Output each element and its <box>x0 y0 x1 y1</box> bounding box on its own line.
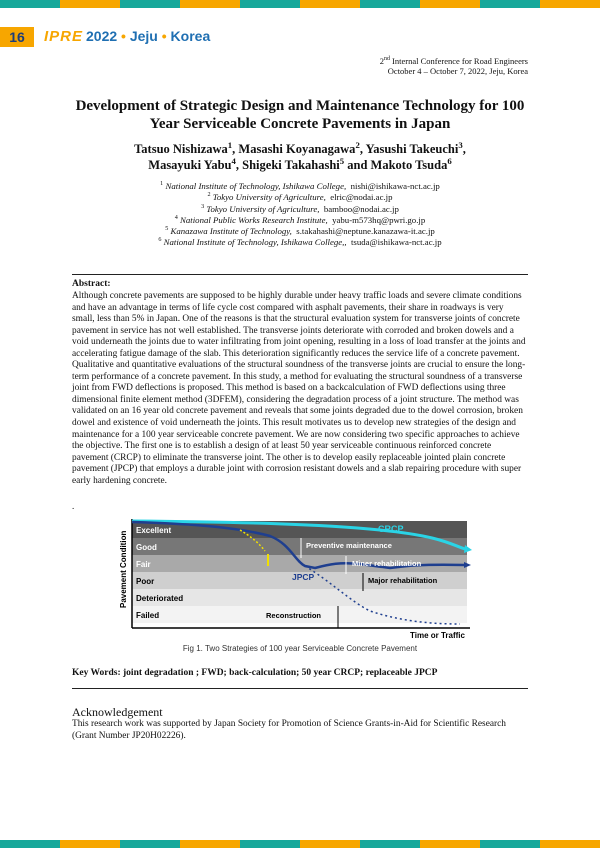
y-axis-label: Pavement Condition <box>119 530 128 608</box>
jpcp-label: JPCP <box>292 572 315 582</box>
city-text: Jeju <box>129 28 158 44</box>
abstract-heading: Abstract: <box>72 279 111 289</box>
affiliation-4: $^4$ National Public Works Research Institute, yabu-m573hq@pwri.go.jp <box>174 214 426 225</box>
conference-info <box>380 56 528 76</box>
author-line-1: Tatsuo Nishizawa$^1$, Masashi Koyanagawa$^2$, Yasushi Takeuchi$^3$, <box>134 139 466 156</box>
affiliation-2: $^2$ Tokyo University of Agriculture, elric@nodai.ac.jp <box>207 192 393 203</box>
reconstruction-label: Reconstruction <box>266 611 322 620</box>
band-label: Deteriorated <box>136 594 184 603</box>
divider <box>72 688 528 689</box>
band-label: Fair <box>136 560 151 569</box>
affiliation-1: $^1$ National Institute of Technology, Ishikawa College, nishi@ishikawa-nct.ac.jp <box>160 181 440 191</box>
crcp-arrow <box>464 545 472 553</box>
conference-line-1: 2nd Internal Conference for Road Engineers <box>379 56 528 66</box>
acknowledgement-body: This research work was supported by Japan Society for Promotion of Science Grants-in-Aid for Scientific Research (Grant Number JP20H02226). <box>72 719 506 741</box>
major-label: Major rehabilitation <box>368 576 438 585</box>
preventive-label: Preventive maintenance <box>306 541 392 550</box>
affiliation-3: $^3$ Tokyo University of Agriculture, bamboo@nodai.ac.jp <box>201 203 399 214</box>
acknowledgement-heading: Acknowledgement <box>72 705 163 719</box>
conference-year <box>86 28 210 44</box>
separator-dot: • <box>121 28 126 44</box>
band-label: Excellent <box>136 526 172 535</box>
figure-pavement-strategies <box>120 516 476 644</box>
band-label: Poor <box>136 577 155 586</box>
bottom-color-bar <box>0 840 600 848</box>
author-line-2: Masayuki Yabu$^4$, Shigeki Takahashi$^5$ and Makoto Tsuda$^6$ <box>148 155 452 172</box>
divider <box>72 274 528 275</box>
author-list <box>60 141 540 173</box>
separator-dot: • <box>161 28 167 44</box>
jpcp-arrow <box>464 562 471 568</box>
affiliation-list <box>60 181 540 249</box>
abstract-trailing: . <box>72 501 75 511</box>
abstract-body: Although concrete pavements are supposed to be highly durable under heavy traffic loads and severe climate conditions and have an advantage in terms of life cycle cost compared with asphalt pavements, their share in roadways is very small, less than 5% in Japan. One of the reasons is that the structural evaluation system for transverse joints of concrete pavement in service has not well established. The transverse joints deteriorate with corroded and broken dowels and a void underneath the joints due to water infiltrating from joint opening, resulting in a loss of load transfer at the joints and accelerating fatigue damage of the slab. This deterioration significantly reduces the service life of a concrete pavement. Qualitative and quantitative evaluations of the structural soundness of the transverse joints are crucial to ensure the long-term performance of a concrete pavement. In this study, a method for evaluating the structural soundness of a transverse joint from FWD deflections is proposed. This method is based on a backcalculation of FWD deflections using three dimensional finite element method (3DFEM), considering the degradation process of a joint structure. The method was validated on an 16 year old concrete pavement and reveals that some joints degraded due to the dowel corrosion, broken dowel and existence of void underneath the joints. This result motivates us to develop new strategies of the design and maintenance for a 100 year serviceable concrete pavement. We are now considering two specific approaches to achieve the objective. The first one is to establish a design of at least 50 year serviceable continuous reinforced concrete pavement (CRCP) to eliminate the transverse joint. The other is to develop easily replaceable jointed plain concrete pavement (JPCP) that employs a durable joint with corrosion resistant dowels and a slab repairing procedure with super early hardening concrete. <box>72 291 526 486</box>
band-label: Good <box>136 543 157 552</box>
crcp-label: CRCP <box>378 524 404 534</box>
affiliation-6: $^6$ National Institute of Technology, Ishikawa College,, tsuda@ishikawa-nct.ac.jp <box>158 237 442 248</box>
strategy-diagram <box>120 516 476 644</box>
minor-label: Miner rehabilitation <box>352 559 422 568</box>
paper-title: Development of Strategic Design and Maintenance Technology for 100 Year Serviceable Concrete Pavements in Japan <box>75 98 525 132</box>
page-number: 16 <box>0 27 34 47</box>
conference-logo: IPRE <box>44 28 84 45</box>
page-header <box>0 27 600 47</box>
affiliation-5: $^5$ Kanazawa Institute of Technology, s.takahashi@neptune.kanazawa-it.ac.jp <box>165 226 435 237</box>
figure-caption: Fig 1. Two Strategies of 100 year Serviceable Concrete Pavement <box>182 644 418 653</box>
band-label: Failed <box>136 611 160 620</box>
year-text: 2022 <box>86 28 118 44</box>
band-good <box>132 538 467 555</box>
keywords: Key Words: joint degradation ; FWD; back-calculation; 50 year CRCP; replaceable JPCP <box>72 668 438 678</box>
x-axis-label: Time or Traffic <box>410 631 465 640</box>
top-color-bar <box>0 0 600 8</box>
conference-line-2: October 4 – October 7, 2022, Jeju, Korea <box>387 66 528 76</box>
country-text: Korea <box>170 28 211 44</box>
